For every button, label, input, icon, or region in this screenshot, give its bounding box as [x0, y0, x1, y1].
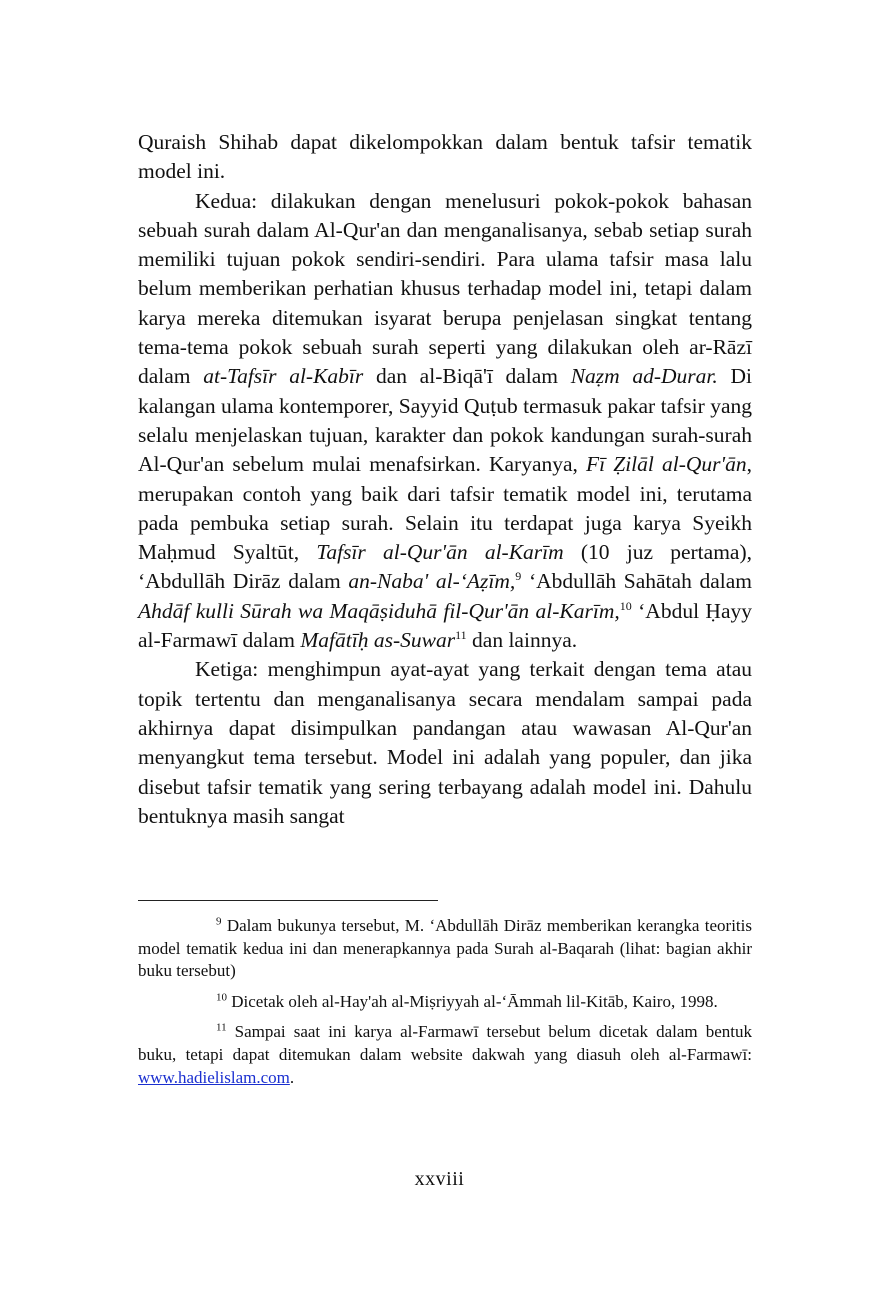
- paragraph-kedua: [138, 187, 752, 656]
- book-title: Tafsīr al-Qur'ān al-Karīm: [316, 540, 564, 565]
- paragraph-text: dan al-Biqā'ī dalam: [363, 364, 571, 389]
- page-number: xxviii: [414, 1168, 465, 1190]
- book-title: Naẓm ad-Durar.: [570, 364, 718, 389]
- footnote-text: .: [289, 1067, 295, 1087]
- footnote-divider: [138, 900, 438, 901]
- footnote-11: [138, 1021, 752, 1089]
- footnote-number: 11: [216, 1021, 227, 1034]
- footnote-number: 10: [216, 991, 227, 1004]
- book-title: at-Tafsīr al-Kabīr: [203, 364, 364, 389]
- book-title: Fī Ẓilāl al-Qur'ān: [586, 452, 747, 477]
- paragraph-continuation: [138, 128, 752, 187]
- footnote-10: [138, 991, 752, 1014]
- footnote-text: Dalam bukunya tersebut, M. ‘Abdullāh Dirāz memberikan kerangka teoritis model tematik kedua ini dan menerapkannya pada Surah al-Baqarah (lihat: bagian akhir buku tersebut): [138, 916, 752, 981]
- paragraph-text: ‘Abdul Ḥayy al-Farmawī dalam: [138, 598, 752, 653]
- paragraph-text: Quraish Shihab dapat dikelompokkan dalam bentuk tafsir tematik model ini.: [138, 130, 752, 184]
- website-link[interactable]: www.hadielislam.com: [138, 1067, 290, 1087]
- paragraph-text: Kedua: dilakukan dengan menelusuri pokok-pokok bahasan sebuah surah dalam Al-Qur'an dan menganalisanya, sebab setiap surah memiliki tujuan pokok sendiri-sendiri. Para ulama tafsir masa lalu belum memberikan perhatian khusus terhadap model ini, tetapi dalam karya mereka ditemukan isyarat berupa penjelasan singkat tentang tema-tema pokok sebuah surah seperti yang dilakukan oleh ar-Rāzī dalam: [138, 188, 752, 389]
- footnote-number: 9: [216, 915, 222, 928]
- book-title: an-Naba' al-‘Aẓīm,: [348, 569, 516, 594]
- footnote-ref[interactable]: 9: [515, 569, 522, 584]
- book-title: Mafātīḥ as-Suwar: [300, 628, 456, 653]
- paragraph-text: Ketiga: menghimpun ayat-ayat yang terkait dengan tema atau topik tertentu dan menganalisanya secara mendalam sampai pada akhirnya dapat disimpulkan pandangan atau wawasan Al-Qur'an menyangkut tema tersebut. Model ini adalah yang populer, dan jika disebut tafsir tematik yang sering terbayang adalah model ini. Dahulu bentuknya masih sangat: [138, 657, 752, 828]
- footnote-text: Sampai saat ini karya al-Farmawī tersebut belum dicetak dalam bentuk buku, tetapi dapat ditemukan dalam website dakwah yang diasuh oleh al-Farmawī:: [138, 1022, 752, 1064]
- footnote-9: [138, 915, 752, 983]
- footnote-ref[interactable]: 10: [619, 598, 632, 613]
- paragraph-text: , merupakan contoh yang baik dari tafsir tematik model ini, terutama pada pembuka setiap surah. Selain itu terdapat juga karya Syeikh Maḥmud Syaltūt,: [138, 452, 752, 565]
- paragraph-ketiga: [138, 655, 752, 831]
- footnote-text: Dicetak oleh al-Hay'ah al-Miṣriyyah al-‘Āmmah lil-Kitāb, Kairo, 1998.: [227, 991, 718, 1011]
- footnote-ref[interactable]: 11: [455, 627, 467, 642]
- paragraph-text: dan lainnya.: [466, 628, 578, 653]
- paragraph-text: ‘Abdullāh Sahātah dalam: [521, 569, 752, 594]
- paragraph-text: (10 juz pertama), ‘Abdullāh Dirāz dalam: [138, 540, 752, 594]
- book-title: Ahdāf kulli Sūrah wa Maqāṣiduhā fil-Qur'ān al-Karīm,: [138, 598, 620, 623]
- main-text: [138, 128, 752, 831]
- paragraph-text: Di kalangan ulama kontemporer, Sayyid Quṭub termasuk pakar tafsir yang selalu menjelaskan tujuan, karakter dan pokok kandungan surah-surah Al-Qur'an sebelum mulai menafsirkan. Karyanya,: [138, 364, 752, 477]
- footnotes: [138, 915, 752, 1097]
